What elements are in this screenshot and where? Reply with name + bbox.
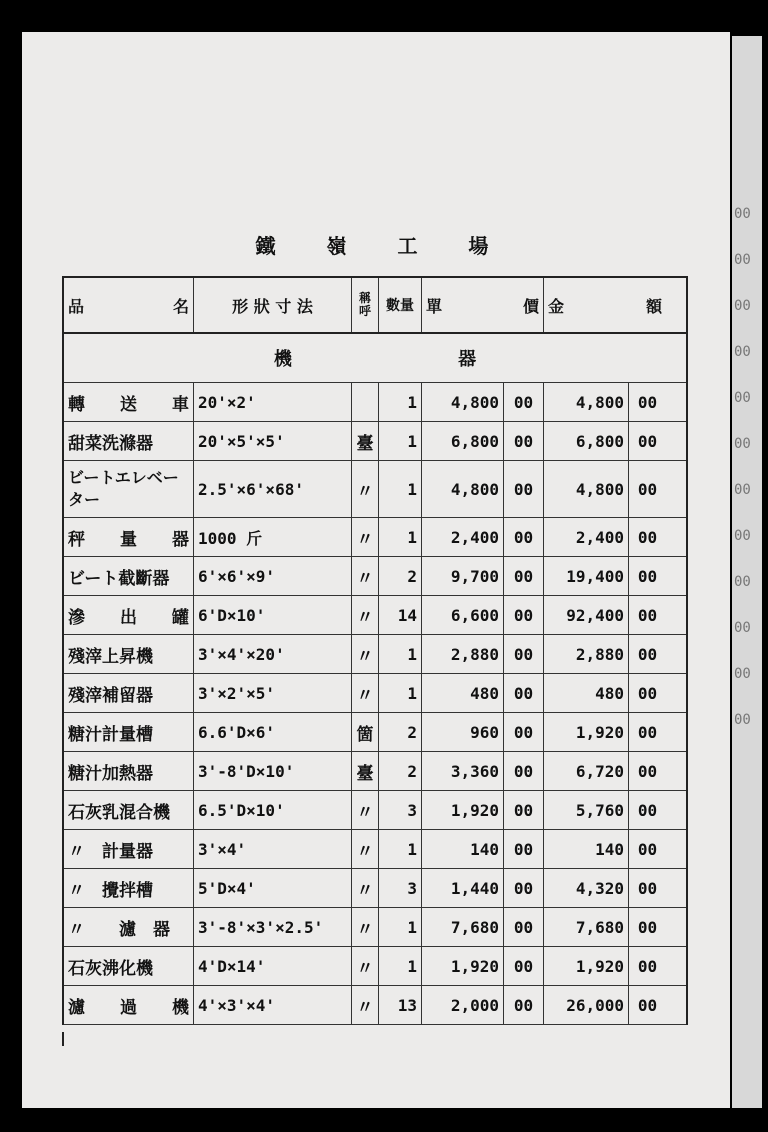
header-unit-bottom: 呼 [358, 304, 371, 318]
cell-unit-price: 480 [422, 674, 504, 712]
cell-amount: 6,800 [544, 422, 629, 460]
cell-unit-price: 6,600 [422, 596, 504, 634]
cell-amount-sen: 00 [637, 566, 658, 586]
table-row [64, 518, 686, 557]
cell-unit-price: 9,700 [422, 557, 504, 595]
header-amount [544, 278, 666, 332]
adjacent-page-fragment: 00 [734, 528, 751, 544]
cell-amount: 6,720 [544, 752, 629, 790]
cell-item-name: ビートエレベーター [64, 461, 194, 517]
cell-unit: 〃 [352, 557, 379, 595]
cell-unit: 〃 [352, 908, 379, 946]
cell-unit-price: 1,920 [422, 947, 504, 985]
cell-unit-price: 1,920 [422, 791, 504, 829]
header-unit-top: 稱 [358, 291, 371, 305]
cell-unit-price-sen: 00 [504, 869, 544, 907]
table-row [64, 752, 686, 791]
item-name-char: 出 [120, 607, 137, 628]
cell-qty: 1 [379, 908, 422, 946]
item-name-char: 濾 [68, 997, 85, 1018]
cell-amount: 4,320 [544, 869, 629, 907]
cell-unit-price-sen: 00 [504, 518, 544, 556]
cell-size: 1000 斤 [194, 518, 352, 556]
equipment-table [62, 276, 688, 1025]
cell-unit: 〃 [352, 596, 379, 634]
cell-amount: 4,800 [544, 461, 629, 517]
cell-unit: 〃 [352, 869, 379, 907]
cell-amount-sen: 00 [637, 527, 658, 547]
table-row [64, 986, 686, 1025]
table-header [64, 278, 686, 334]
item-name-char: 轉 [68, 394, 85, 415]
item-name-char: 量 [120, 529, 137, 550]
cell-unit-price-sen: 00 [504, 383, 544, 421]
cell-size: 4'D×14' [194, 947, 352, 985]
cell-unit: 〃 [352, 791, 379, 829]
table-row [64, 791, 686, 830]
header-qty: 數量 [379, 278, 422, 332]
cell-amount-sen: 00 [637, 917, 658, 937]
cell-qty: 1 [379, 635, 422, 673]
item-name-char: 過 [120, 997, 137, 1018]
cell-amount: 92,400 [544, 596, 629, 634]
cell-qty: 1 [379, 422, 422, 460]
cell-item-name: 殘滓上昇機 [64, 635, 194, 673]
cell-amount-sen: 00 [637, 995, 658, 1015]
cell-amount: 1,920 [544, 947, 629, 985]
cell-qty: 3 [379, 869, 422, 907]
cell-item-name: ビート截斷器 [64, 557, 194, 595]
cell-unit: 〃 [352, 830, 379, 868]
cell-amount-sen: 00 [637, 479, 658, 499]
cell-amount: 26,000 [544, 986, 629, 1024]
cell-amount-sen: 00 [637, 605, 658, 625]
adjacent-page-fragment: 00 [734, 666, 751, 682]
cell-item-name [64, 596, 194, 634]
header-price [422, 278, 544, 332]
cell-qty: 1 [379, 830, 422, 868]
table-row [64, 557, 686, 596]
cell-item-name: 石灰沸化機 [64, 947, 194, 985]
cell-unit-price: 7,680 [422, 908, 504, 946]
cell-qty: 2 [379, 713, 422, 751]
table-tail-line [62, 1032, 64, 1046]
cell-unit-price-sen: 00 [504, 461, 544, 517]
header-size: 形 狀 寸 法 [194, 278, 352, 332]
cell-unit-price-sen: 00 [504, 830, 544, 868]
cell-item-name [64, 518, 194, 556]
header-name-right: 名 [172, 296, 189, 316]
cell-size: 3'-8'D×10' [194, 752, 352, 790]
cell-size: 6'×6'×9' [194, 557, 352, 595]
cell-item-name: 〃 濾 器 [64, 908, 194, 946]
cell-unit-price-sen: 00 [504, 596, 544, 634]
header-price-left: 單 [426, 296, 443, 316]
cell-unit-price-sen: 00 [504, 947, 544, 985]
cell-unit-price: 6,800 [422, 422, 504, 460]
item-name-char: 送 [120, 394, 137, 415]
cell-unit-price: 2,000 [422, 986, 504, 1024]
cell-unit-price: 3,360 [422, 752, 504, 790]
cell-amount: 5,760 [544, 791, 629, 829]
cell-qty: 3 [379, 791, 422, 829]
cell-unit-price-sen: 00 [504, 635, 544, 673]
cell-amount-sen: 00 [637, 644, 658, 664]
cell-unit: 〃 [352, 518, 379, 556]
table-row [64, 947, 686, 986]
item-name-char: 機 [172, 997, 189, 1018]
cell-size: 4'×3'×4' [194, 986, 352, 1024]
table-row [64, 830, 686, 869]
cell-qty: 1 [379, 518, 422, 556]
cell-item-name: 糖汁加熱器 [64, 752, 194, 790]
adjacent-page-fragment: 00 [734, 712, 751, 728]
cell-amount: 2,880 [544, 635, 629, 673]
cell-amount: 480 [544, 674, 629, 712]
scanned-page [22, 32, 730, 1108]
item-name-char: 器 [172, 529, 189, 550]
cell-size: 6.5'D×10' [194, 791, 352, 829]
cell-amount-sen: 00 [637, 722, 658, 742]
cell-unit-price: 140 [422, 830, 504, 868]
cell-unit-price-sen: 00 [504, 752, 544, 790]
cell-amount-sen: 00 [637, 392, 658, 412]
cell-amount-sen: 00 [637, 761, 658, 781]
table-row [64, 869, 686, 908]
cell-amount-sen: 00 [637, 878, 658, 898]
cell-amount: 2,400 [544, 518, 629, 556]
adjacent-page-fragment: 00 [734, 620, 751, 636]
cell-unit: 〃 [352, 947, 379, 985]
cell-unit-price: 4,800 [422, 461, 504, 517]
table-row [64, 461, 686, 518]
table-row [64, 422, 686, 461]
cell-unit-price-sen: 00 [504, 908, 544, 946]
cell-amount: 4,800 [544, 383, 629, 421]
adjacent-page-fragment: 00 [734, 574, 751, 590]
header-name [64, 278, 194, 332]
cell-amount-sen: 00 [637, 956, 658, 976]
cell-unit-price: 960 [422, 713, 504, 751]
cell-unit-price: 4,800 [422, 383, 504, 421]
adjacent-page-edge [732, 36, 762, 1108]
cell-item-name: 糖汁計量槽 [64, 713, 194, 751]
table-row [64, 674, 686, 713]
cell-unit-price-sen: 00 [504, 713, 544, 751]
cell-amount-sen: 00 [637, 431, 658, 451]
cell-amount: 19,400 [544, 557, 629, 595]
cell-unit: 〃 [352, 635, 379, 673]
cell-unit [352, 383, 379, 421]
header-amount-left: 金 [548, 296, 565, 316]
cell-size: 3'×2'×5' [194, 674, 352, 712]
cell-unit-price: 2,880 [422, 635, 504, 673]
cell-size: 6'D×10' [194, 596, 352, 634]
item-name-char: 秤 [68, 529, 85, 550]
table-row [64, 908, 686, 947]
item-name-char: 車 [172, 394, 189, 415]
cell-size: 3'-8'×3'×2.5' [194, 908, 352, 946]
cell-item-name [64, 986, 194, 1024]
cell-amount: 7,680 [544, 908, 629, 946]
cell-size: 20'×2' [194, 383, 352, 421]
cell-unit-price: 2,400 [422, 518, 504, 556]
adjacent-page-fragment: 00 [734, 436, 751, 452]
section-heading [64, 334, 686, 383]
cell-unit: 臺 [352, 752, 379, 790]
cell-qty: 2 [379, 752, 422, 790]
cell-item-name: 殘滓補留器 [64, 674, 194, 712]
cell-item-name [64, 383, 194, 421]
adjacent-page-fragment: 00 [734, 298, 751, 314]
cell-size: 5'D×4' [194, 869, 352, 907]
cell-amount-sen: 00 [637, 800, 658, 820]
cell-item-name: 〃 攪拌槽 [64, 869, 194, 907]
cell-unit: 〃 [352, 674, 379, 712]
header-name-left: 品 [68, 296, 85, 316]
cell-size: 3'×4'×20' [194, 635, 352, 673]
table-row [64, 596, 686, 635]
cell-item-name: 〃 計量器 [64, 830, 194, 868]
adjacent-page-fragment: 00 [734, 252, 751, 268]
cell-qty: 1 [379, 461, 422, 517]
adjacent-page-fragment: 00 [734, 482, 751, 498]
cell-amount: 1,920 [544, 713, 629, 751]
header-price-right: 價 [522, 296, 539, 316]
cell-unit-price: 1,440 [422, 869, 504, 907]
cell-size: 20'×5'×5' [194, 422, 352, 460]
cell-qty: 2 [379, 557, 422, 595]
cell-unit: 〃 [352, 986, 379, 1024]
cell-qty: 13 [379, 986, 422, 1024]
cell-unit: 箇 [352, 713, 379, 751]
cell-qty: 14 [379, 596, 422, 634]
section-label: 機 器 [273, 349, 557, 370]
page-title: 鐵 嶺 工 場 [255, 234, 511, 258]
table-body [64, 383, 686, 1025]
cell-unit-price-sen: 00 [504, 557, 544, 595]
table-row [64, 713, 686, 752]
cell-unit-price-sen: 00 [504, 791, 544, 829]
cell-amount-sen: 00 [637, 839, 658, 859]
cell-amount: 140 [544, 830, 629, 868]
cell-size: 6.6'D×6' [194, 713, 352, 751]
item-name-char: 罐 [172, 607, 189, 628]
cell-unit-price-sen: 00 [504, 986, 544, 1024]
cell-item-name: 石灰乳混合機 [64, 791, 194, 829]
cell-size: 3'×4' [194, 830, 352, 868]
table-row [64, 635, 686, 674]
cell-unit: 〃 [352, 461, 379, 517]
adjacent-page-fragment: 00 [734, 344, 751, 360]
cell-size: 2.5'×6'×68' [194, 461, 352, 517]
adjacent-page-fragment: 00 [734, 206, 751, 222]
adjacent-page-fragment: 00 [734, 390, 751, 406]
item-name-char: 滲 [68, 607, 85, 628]
cell-item-name: 甜菜洗滌器 [64, 422, 194, 460]
header-unit [352, 278, 379, 332]
cell-unit-price-sen: 00 [504, 674, 544, 712]
cell-qty: 1 [379, 947, 422, 985]
cell-unit-price-sen: 00 [504, 422, 544, 460]
table-row [64, 383, 686, 422]
cell-qty: 1 [379, 674, 422, 712]
cell-unit: 臺 [352, 422, 379, 460]
cell-qty: 1 [379, 383, 422, 421]
header-amount-right: 額 [645, 296, 662, 316]
cell-amount-sen: 00 [637, 683, 658, 703]
